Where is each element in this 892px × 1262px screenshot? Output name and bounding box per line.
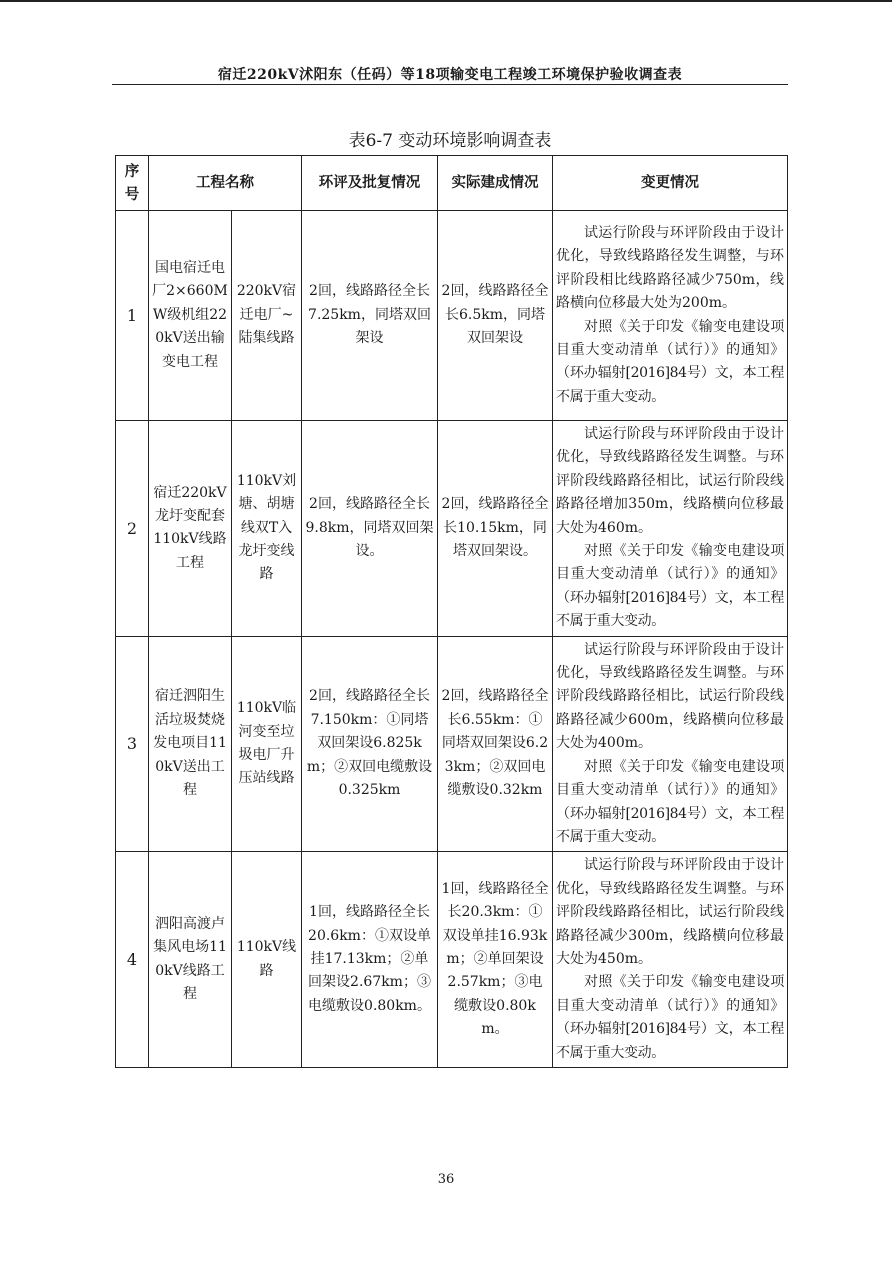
eia-status: 2回，线路路径全长7.25km，同塔双回架设 — [302, 211, 438, 421]
project-name: 宿迁泗阳生活垃圾焚烧发电项目110kV送出工程 — [149, 636, 232, 852]
actual-status: 1回，线路路径全长20.3km：①双设单挂16.93km；②单回架设2.57km；③电缆敷设0.80km。 — [438, 852, 553, 1068]
row-number: 3 — [116, 636, 149, 852]
change-paragraph: 试运行阶段与环评阶段由于设计优化，导致线路路径发生调整。与环评阶段线路路径相比，试运行阶段线路路径增加350m，线路横向位移最大处为460m。 — [556, 426, 784, 536]
row-number: 2 — [116, 421, 149, 637]
actual-status: 2回，线路路径全长10.15km，同塔双回架设。 — [438, 421, 553, 637]
change-description — [553, 636, 788, 852]
table-caption: 表6-7 变动环境影响调查表 — [348, 131, 552, 151]
change-paragraph: 试运行阶段与环评阶段由于设计优化，导致线路路径发生调整。与环评阶段线路路径相比，试运行阶段线路路径减少600m，线路横向位移最大处为400m。 — [556, 641, 784, 752]
change-paragraph: 试运行阶段与环评阶段由于设计优化，导致线路路径发生调整。与环评阶段线路路径相比，试运行阶段线路路径减少300m，线路横向位移最大处为450m。 — [556, 857, 784, 967]
header-change: 变更情况 — [553, 156, 788, 211]
change-paragraph: 试运行阶段与环评阶段由于设计优化，导致线路路径发生调整，与环评阶段相比线路路径减少750m，线路横向位移最大处为200m。 — [556, 224, 784, 312]
header-divider — [112, 84, 788, 85]
row-number: 1 — [116, 211, 149, 421]
conclusion-paragraph: 对照《关于印发《输变电建设项目重大变动清单（试行）》的通知》（环办辐射[2016]84号）文，本工程不属于重大变动。 — [556, 543, 784, 630]
table-row — [116, 636, 788, 852]
line-name: 220kV宿迁电厂~陆集线路 — [232, 211, 302, 421]
change-impact-table — [115, 155, 788, 1068]
header-seq: 序号 — [116, 156, 149, 211]
eia-status: 2回，线路路径全长9.8km，同塔双回架设。 — [302, 421, 438, 637]
header-project: 工程名称 — [149, 156, 302, 211]
change-description — [553, 421, 788, 637]
project-name: 泗阳高渡卢集风电场110kV线路工程 — [149, 852, 232, 1068]
line-name: 110kV线路 — [232, 852, 302, 1068]
line-name: 110kV临河变至垃圾电厂升压站线路 — [232, 636, 302, 852]
conclusion-paragraph: 对照《关于印发《输变电建设项目重大变动清单（试行）》的通知》（环办辐射[2016]84号）文，本工程不属于重大变动。 — [556, 974, 784, 1061]
conclusion-paragraph: 对照《关于印发《输变电建设项目重大变动清单（试行）》的通知》（环办辐射[2016]84号）文，本工程不属于重大变动。 — [556, 758, 784, 845]
header-eia: 环评及批复情况 — [302, 156, 438, 211]
top-rule — [0, 0, 892, 2]
table-header-row — [116, 156, 788, 211]
row-number: 4 — [116, 852, 149, 1068]
change-description — [553, 852, 788, 1068]
header-actual: 实际建成情况 — [438, 156, 553, 211]
eia-status: 1回，线路路径全长20.6km：①双设单挂17.13km；②单回架设2.67km；③电缆敷设0.80km。 — [302, 852, 438, 1068]
table-row — [116, 852, 788, 1068]
actual-status: 2回，线路路径全长6.5km，同塔双回架设 — [438, 211, 553, 421]
change-description — [553, 211, 788, 421]
line-name: 110kV刘塘、胡塘线双T入龙圩变线路 — [232, 421, 302, 637]
project-name: 国电宿迁电厂2×660MW级机组220kV送出输变电工程 — [149, 211, 232, 421]
document-header: 宿迁220kV沭阳东（任码）等18项输变电工程竣工环境保护验收调查表 — [217, 67, 683, 83]
actual-status: 2回，线路路径全长6.55km：①同塔双回架设6.23km；②双回电缆敷设0.32km — [438, 636, 553, 852]
project-name: 宿迁220kV龙圩变配套110kV线路工程 — [149, 421, 232, 637]
table-row — [116, 211, 788, 421]
eia-status: 2回，线路路径全长7.150km：①同塔双回架设6.825km；②双回电缆敷设0.325km — [302, 636, 438, 852]
page-number: 36 — [437, 1172, 455, 1187]
conclusion-paragraph: 对照《关于印发《输变电建设项目重大变动清单（试行）》的通知》（环办辐射[2016]84号）文，本工程不属于重大变动。 — [556, 318, 784, 405]
table-row — [116, 421, 788, 637]
